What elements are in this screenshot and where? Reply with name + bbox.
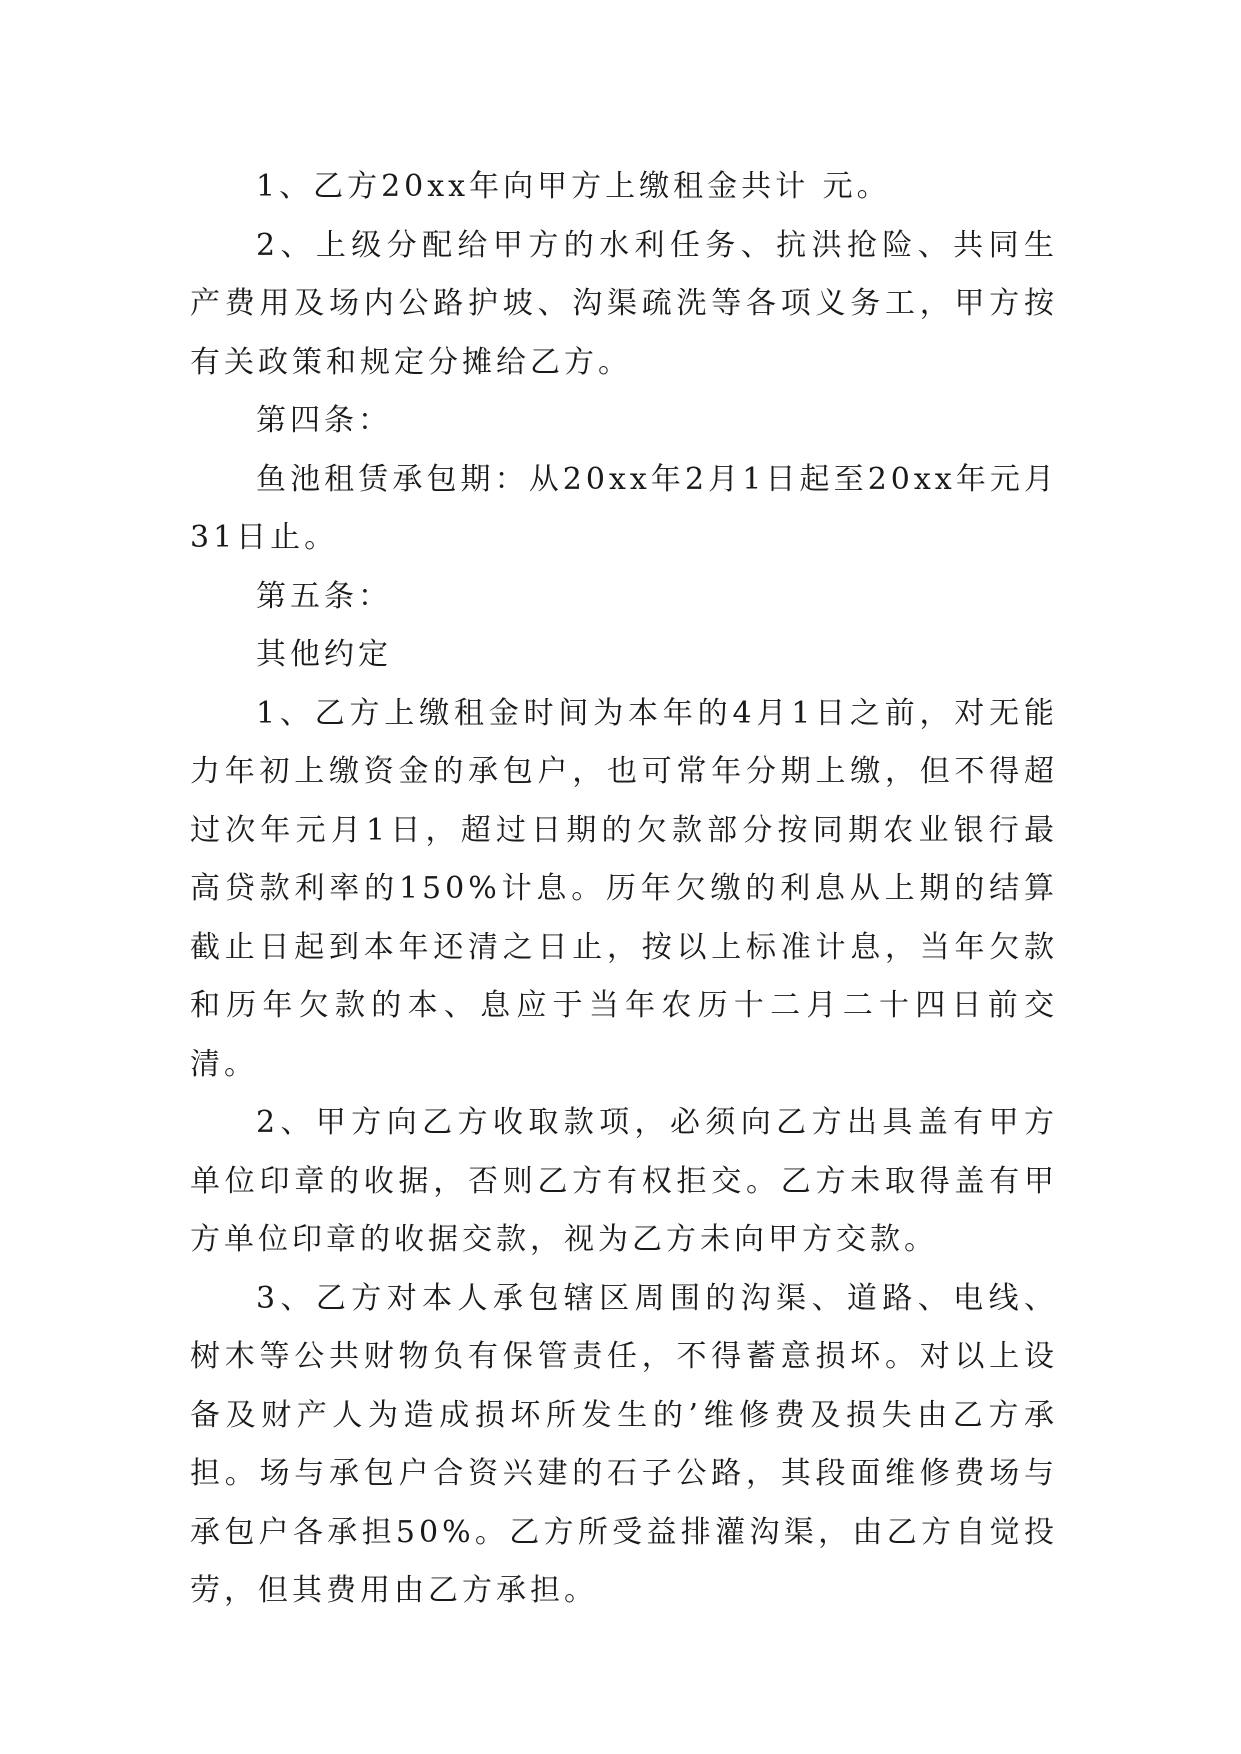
paragraph-obligations: 2、上级分配给甲方的水利任务、抗洪抢险、共同生产费用及场内公路护坡、沟渠疏洗等各项义务工，甲方按有关政策和规定分摊给乙方。: [190, 227, 1058, 380]
paragraph-rent-total: 1、乙方20xx年向甲方上缴租金共计 元。: [256, 169, 891, 204]
heading-article-four: 第四条：: [256, 403, 392, 438]
paragraph-maintenance: 3、乙方对本人承包辖区周围的沟渠、道路、电线、树木等公共财物负有保管责任，不得蓄意损坏。对以上设备及财产人为造成损坏所发生的’维修费及损失由乙方承担。场与承包户合资兴建的石子公路，其段面维修费场与承包户各承担50%。乙方所受益排灌沟渠，由乙方自觉投劳，但其费用由乙方承担。: [190, 1280, 1058, 1608]
document-body: [190, 158, 1058, 1621]
heading-article-five: 第五条：: [256, 578, 392, 614]
paragraph-receipts: 2、甲方向乙方收取款项，必须向乙方出具盖有甲方单位印章的收据，否则乙方有权拒交。乙方未取得盖有甲方单位印章的收据交款，视为乙方未向甲方交款。: [190, 1105, 1058, 1257]
paragraph-lease-period: 鱼池租赁承包期：从20xx年2月1日起至20xx年元月31日止。: [190, 461, 1058, 555]
paragraph-payment-terms: 1、乙方上缴租金时间为本年的4月1日之前，对无能力年初上缴资金的承包户，也可常年分期上缴，但不得超过次年元月1日，超过日期的欠款部分按同期农业银行最高贷款利率的150%计息。历年欠缴的利息从上期的结算截止日起到本年还清之日止，按以上标准计息，当年欠款和历年欠款的本、息应于当年农历十二月二十四日前交清。: [190, 695, 1058, 1082]
heading-other-agreements: 其他约定: [256, 637, 392, 672]
